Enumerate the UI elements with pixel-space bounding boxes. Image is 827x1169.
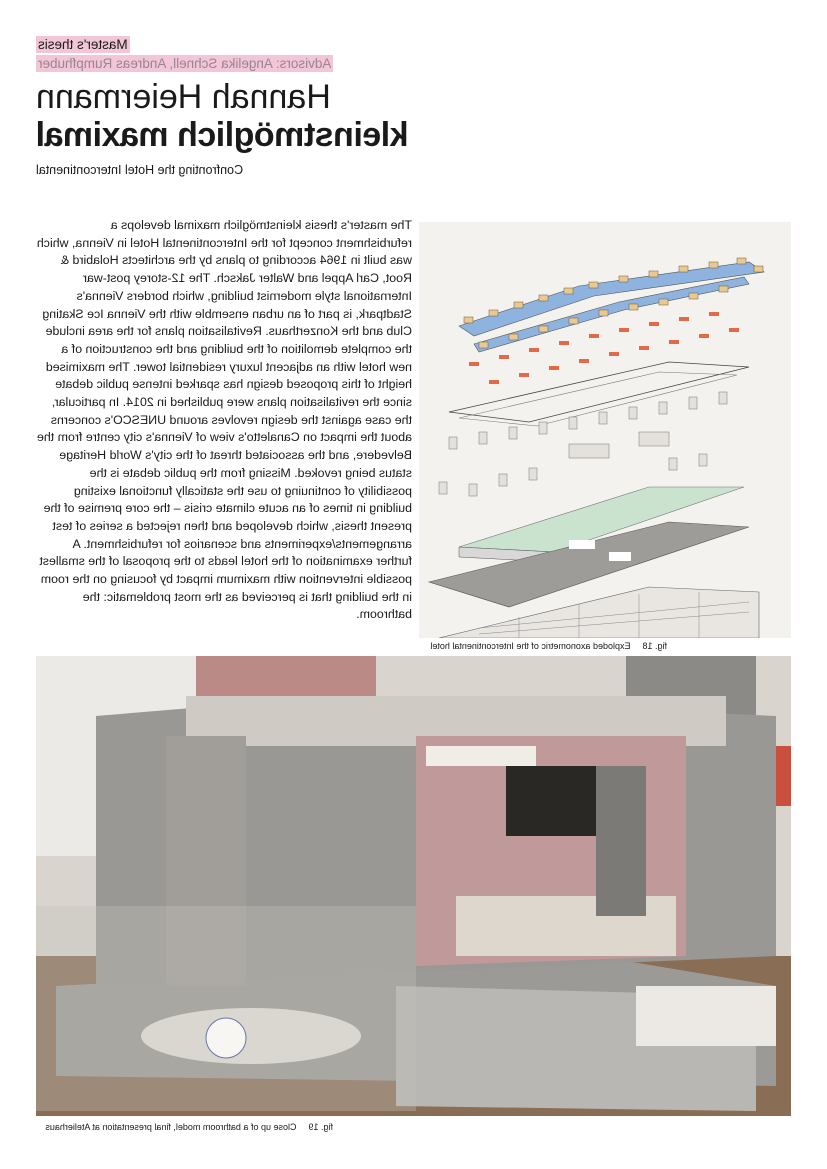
- figure-19-text: Close up of a bathroom model, final presentation at Atelierhaus: [45, 1122, 297, 1132]
- figure-19-caption: [33, 1122, 333, 1132]
- axonometric-drawing: [419, 222, 791, 638]
- figure-18-text: Exploded axonometric of the Intercontinental hotel: [430, 641, 631, 651]
- page-title: [36, 78, 409, 154]
- thesis-type-label: Master's thesis: [38, 37, 128, 52]
- figure-18-caption: [418, 641, 667, 651]
- thesis-title: kleinstmöglich maximal: [36, 116, 409, 154]
- bathroom-model-illustration: [36, 656, 791, 1116]
- figure-19-number: fig. 19: [308, 1122, 333, 1132]
- body-paragraph: The master's thesis kleinstmöglich maximal develops a refurbishment concept for the Intercontinental Hotel in Vienna, which was built in 1964 according to plans by the architects Holabird & Root, Carl Appel and Walter Jaksch. The 12-storey post-war International style modernist building, which borders Vienna's Stadtpark, is part of an urban ensemble with the Vienna Ice Skating Club and the Konzerthaus. Revitalisation plans for the area include the complete demolition of the building and the construction of a new hotel with an adjacent luxury residential tower. The maximised height of this proposed design has sparked intense public debate since the revitalisation plans were published in 2014. In particular, the case against the design revolves around UNESCO's concerns about the impact on Canaletto's view of Vienna's city centre from the Belvedere, and the associated threat of the city's World Heritage status being revoked. Missing from the public debate is the possibility of continuing to use the statically functional existing building in times of an acute climate crisis – the core premise of the present thesis, which developed and then rejected a series of test arrangements/experiments and scenarios for refurbishment. A further examination of the hotel leads to the proposal of the smallest possible intervention with maximum impact by focusing on the room in the building that is perceived as the most problematic: the bathroom.: [36, 218, 412, 622]
- author-name: Hannah Heiermann: [36, 78, 331, 116]
- figure-18-number: fig. 18: [642, 641, 667, 651]
- subtitle: Confronting the Hotel Intercontinental: [36, 163, 244, 177]
- bathroom-model-photo: [36, 656, 791, 1116]
- advisors-label: Advisors: Angelika Schnell, Andreas Rumpfhuber: [38, 56, 332, 71]
- exploded-axonometric-figure: [419, 222, 791, 638]
